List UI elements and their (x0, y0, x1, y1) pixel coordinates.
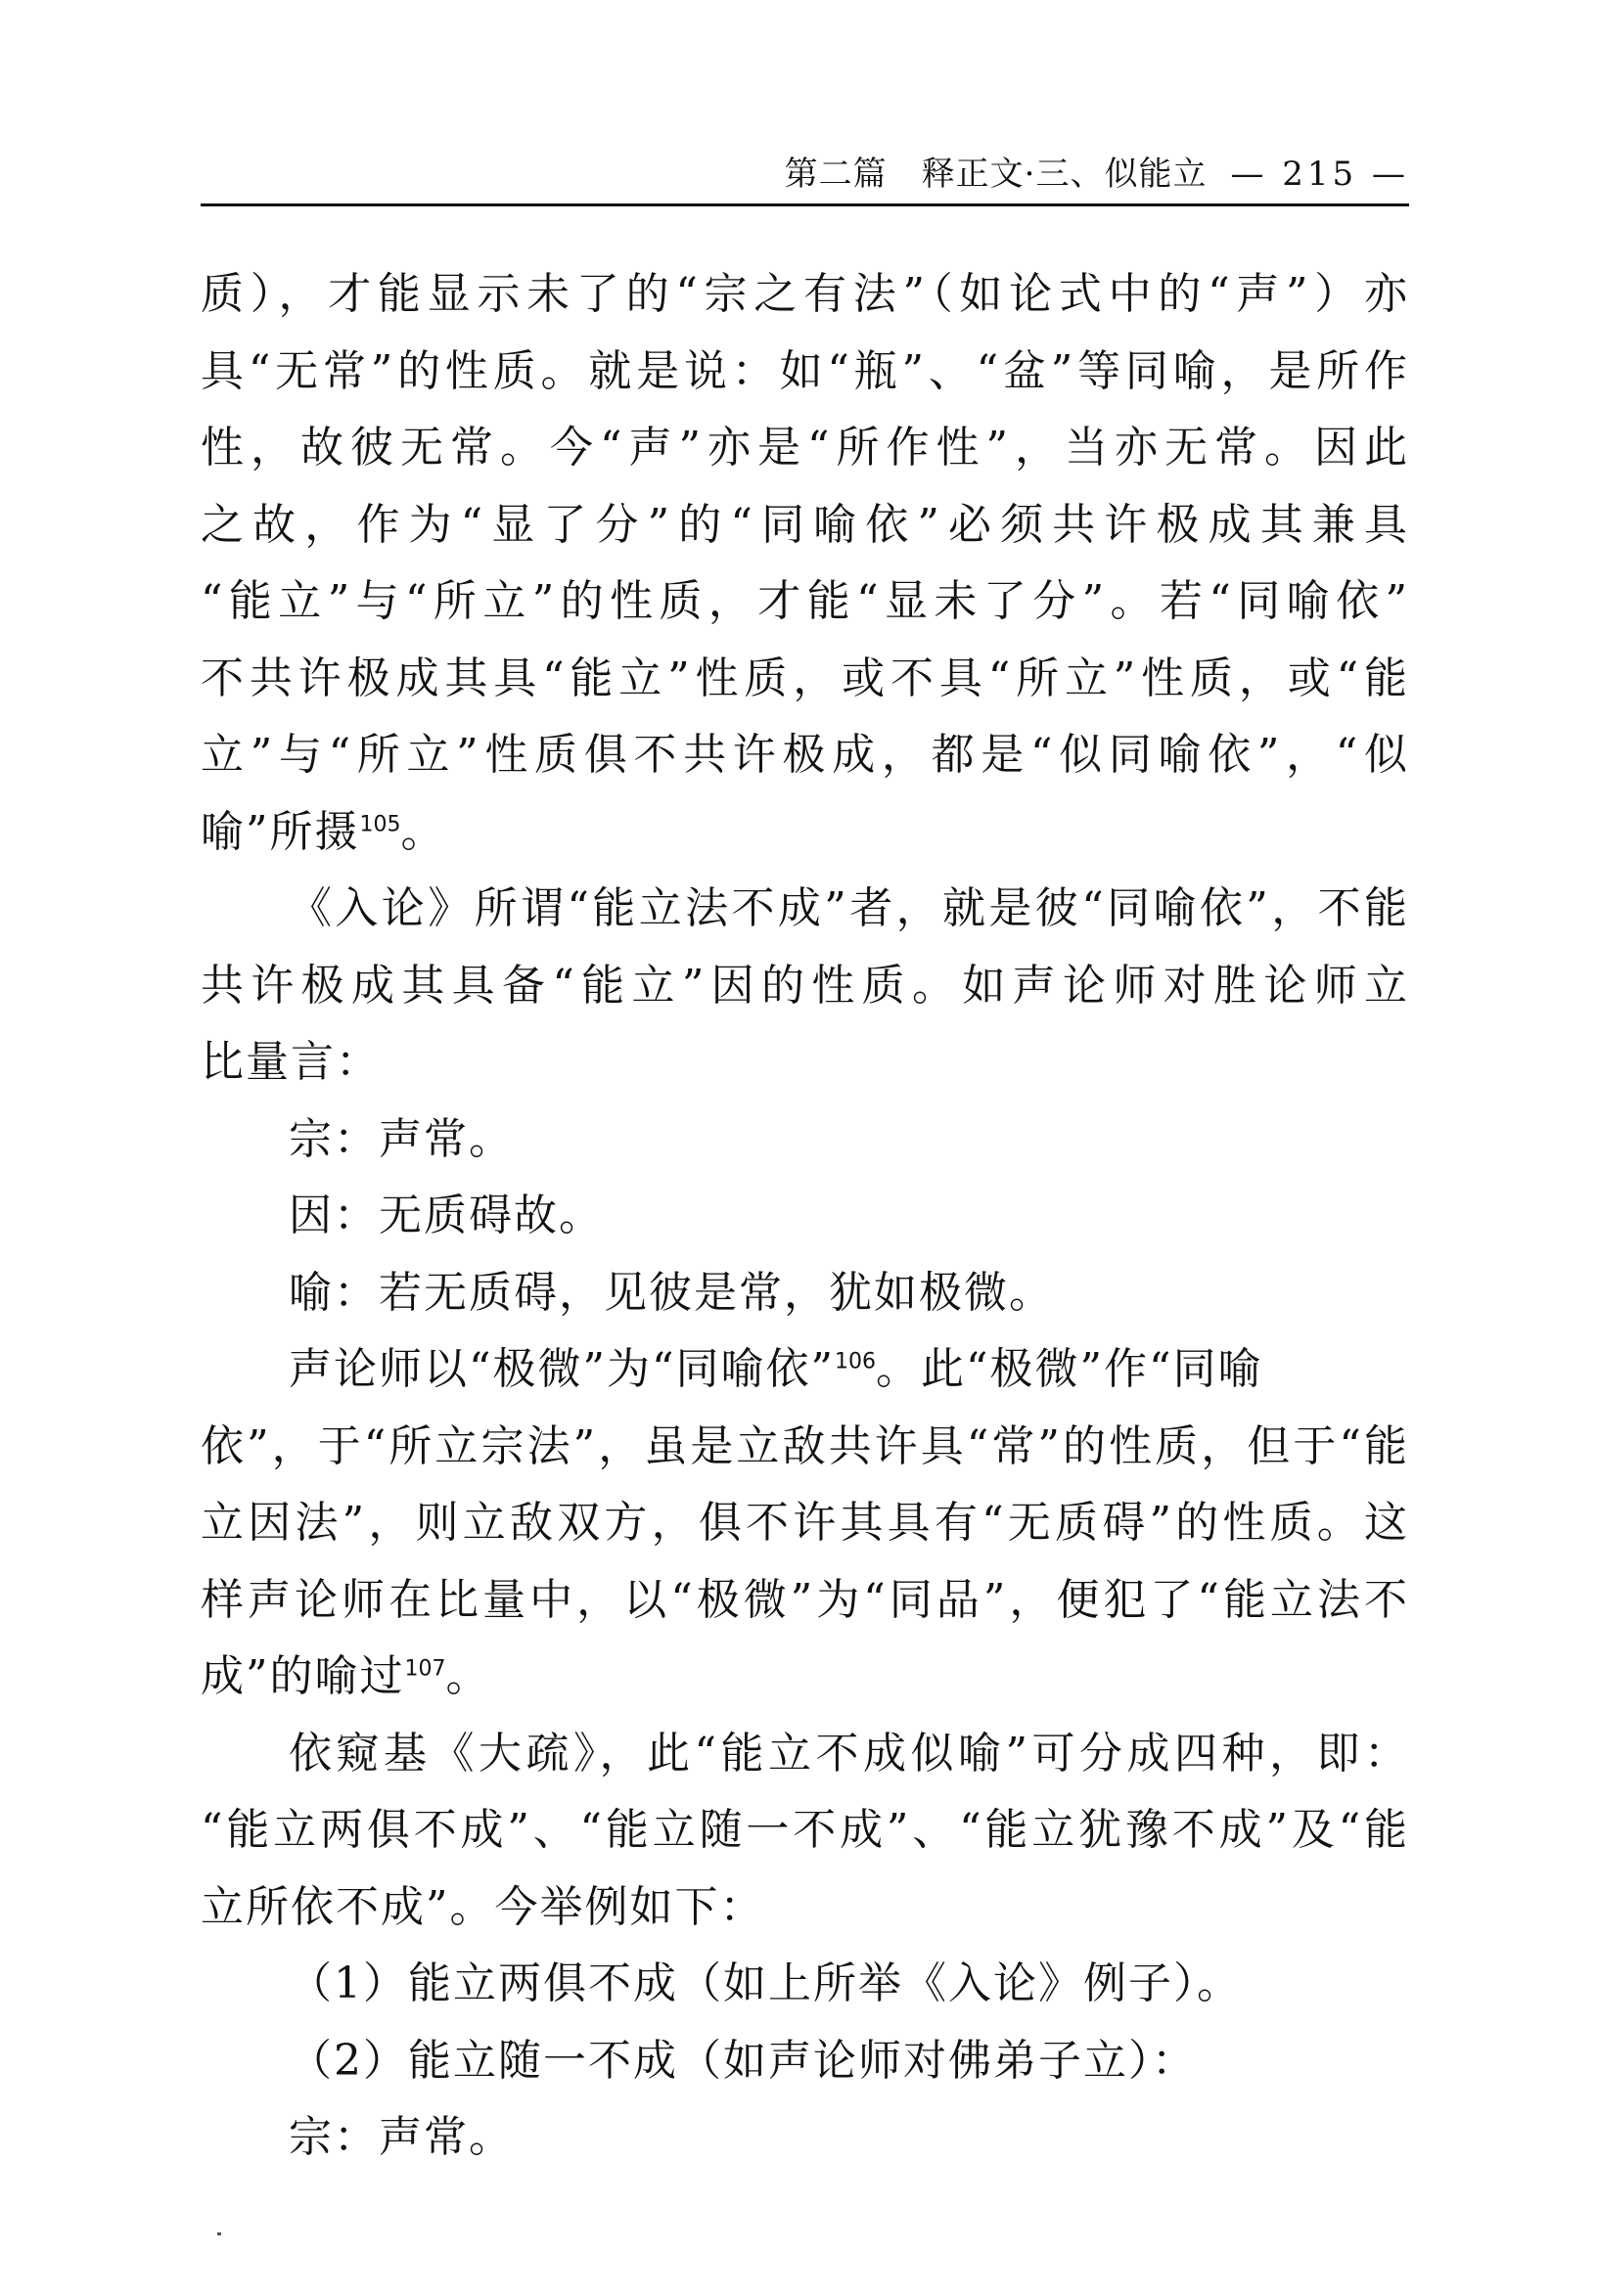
body-text (201, 256, 1409, 2177)
footnote-ref-106[interactable]: 106 (834, 1349, 876, 1374)
text-line: 之故，作为“显了分”的“同喻依”必须共许极成其兼具 (201, 499, 1409, 550)
line-text: 成”的喻过 (201, 1651, 405, 1701)
text-line: 性，故彼无常。今“声”亦是“所作性”，当亦无常。因此 (201, 423, 1409, 473)
line-text: 喻”所摄 (201, 806, 360, 857)
running-title: 第二篇 释正文·三、似能立 (784, 155, 1208, 194)
list-item: （1）能立两俱不成（如上所举《入论》例子）。 (289, 1958, 1242, 2008)
header-rule (201, 203, 1409, 206)
text-line (201, 1639, 1409, 1716)
syllogism-example: 喻：若无质碍，见彼是常，犹如极微。 (289, 1267, 1054, 1318)
text-line: 立”与“所立”性质俱不共许极成，都是“似同喻依”，“似 (201, 730, 1409, 780)
text-line: “能立”与“所立”的性质，才能“显未了分”。若“同喻依” (201, 576, 1409, 626)
footnote-ref-105[interactable]: 105 (359, 811, 401, 836)
line-text-tail: 。 (400, 806, 446, 857)
text-line (201, 794, 1409, 872)
text-line: 依窥基《大疏》，此“能立不成似喻”可分成四种，即： (289, 1728, 1409, 1778)
text-line: 立所依不成”。今举例如下： (201, 1881, 765, 1932)
text-line: 比量言： (201, 1037, 381, 1087)
text-line: 不共许极成其具“能立”性质，或不具“所立”性质，或“能 (201, 653, 1409, 703)
text-line: 样声论师在比量中，以“极微”为“同品”，便犯了“能立法不 (201, 1574, 1409, 1625)
text-line: 立因法”，则立敌双方，俱不许其具有“无质碍”的性质。这 (201, 1498, 1409, 1548)
syllogism-thesis: 宗：声常。 (289, 1113, 514, 1164)
text-line: 具“无常”的性质。就是说：如“瓶”、“盆”等同喻，是所作 (201, 345, 1409, 396)
running-header (201, 147, 1409, 202)
line-text: 声论师以“极微”为“同喻依” (289, 1344, 835, 1394)
list-item: （2）能立随一不成（如声论师对佛弟子立）： (289, 2035, 1197, 2086)
footnote-ref-107[interactable]: 107 (404, 1656, 446, 1682)
text-line: 质），才能显示未了的“宗之有法”（如论式中的“声”）亦 (201, 269, 1409, 319)
text-line (201, 1331, 1409, 1409)
page-number: — 215 — (1230, 155, 1409, 194)
syllogism-thesis: 宗：声常。 (289, 2112, 514, 2162)
text-line: 依”，于“所立宗法”，虽是立敌共许具“常”的性质，但于“能 (201, 1420, 1409, 1471)
text-line: 《入论》所谓“能立法不成”者，就是彼“同喻依”，不能 (289, 883, 1409, 933)
text-line: “能立两俱不成”、“能立随一不成”、“能立犹豫不成”及“能 (201, 1805, 1409, 1855)
syllogism-reason: 因：无质碍故。 (289, 1191, 604, 1240)
line-text-tail: 。 (445, 1651, 491, 1701)
text-line: 共许极成其具备“能立”因的性质。如声论师对胜论师立 (201, 960, 1409, 1011)
line-text-tail: 。此“极微”作“同喻 (875, 1344, 1263, 1394)
scan-speck (217, 2232, 221, 2235)
